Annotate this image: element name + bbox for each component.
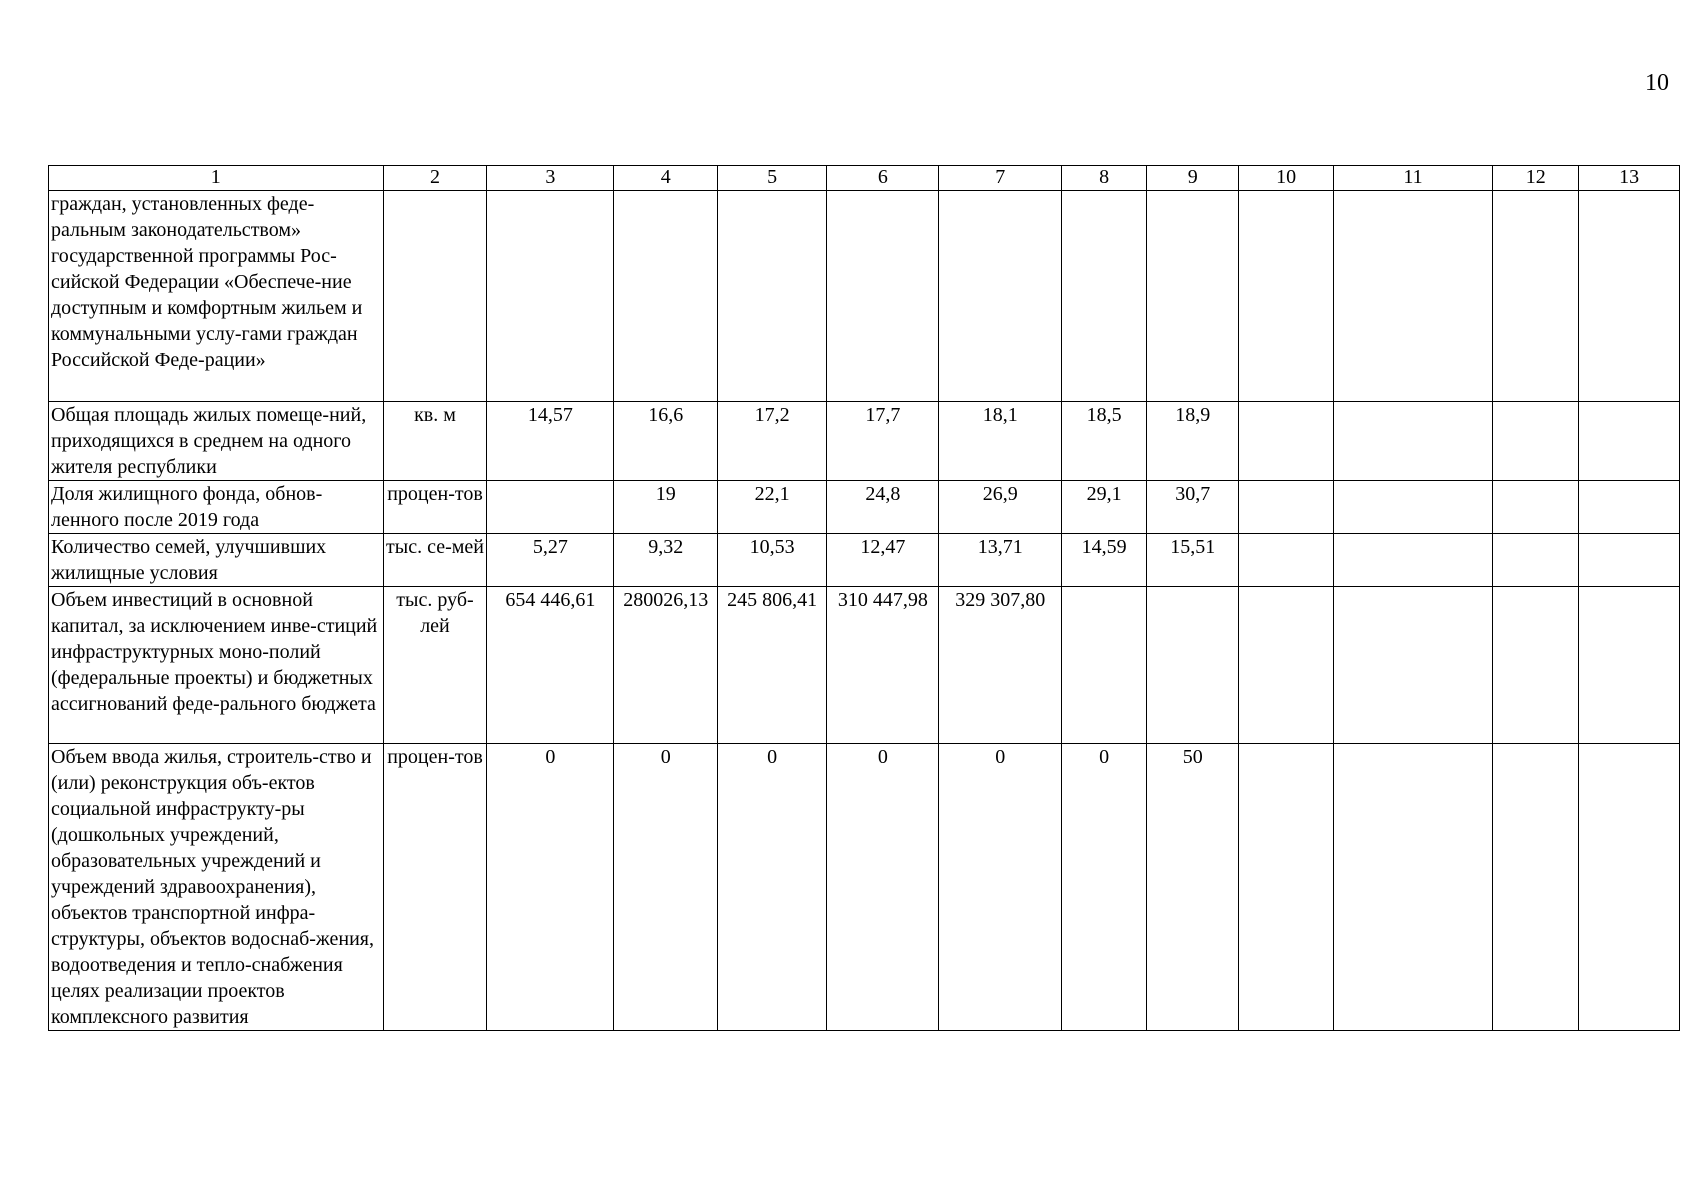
value-cell: 280026,13: [614, 587, 718, 744]
column-header: 9: [1147, 166, 1239, 191]
value-cell: [1333, 481, 1492, 534]
page-number: 10: [1645, 70, 1669, 96]
value-cell: 18,1: [939, 402, 1062, 481]
value-cell: 18,5: [1062, 402, 1147, 481]
indicator-name: граждан, установленных феде-ральным законодательством» государственной программы Рос-сийской Федерации «Обеспече-ние доступным и комфортным жильем и коммунальными услу-гами граждан Российской Феде-рации»: [49, 191, 384, 402]
value-cell: [1579, 587, 1680, 744]
value-cell: 26,9: [939, 481, 1062, 534]
column-header: 8: [1062, 166, 1147, 191]
value-cell: [1147, 587, 1239, 744]
value-cell: 22,1: [718, 481, 827, 534]
value-cell: 654 446,61: [487, 587, 614, 744]
table-row: [49, 191, 1680, 402]
value-cell: [1062, 587, 1147, 744]
value-cell: 24,8: [827, 481, 939, 534]
value-cell: [1333, 534, 1492, 587]
table-row: [49, 402, 1680, 481]
indicator-unit: тыс. руб-лей: [383, 587, 487, 744]
value-cell: [1579, 191, 1680, 402]
indicator-name: Объем ввода жилья, строитель-ство и (или) реконструкция объ-ектов социальной инфраструкту-ры (дошкольных учреждений, образовательных учреждений и учреждений здравоохранения), объектов транспортной инфра-структуры, объектов водоснаб-жения, водоотведения и тепло-снабжения целях реализации проектов комплексного развития: [49, 744, 384, 1031]
value-cell: 17,7: [827, 402, 939, 481]
value-cell: [1147, 191, 1239, 402]
indicator-unit: процен-тов: [383, 744, 487, 1031]
value-cell: [614, 191, 718, 402]
value-cell: [1493, 744, 1579, 1031]
indicator-unit: процен-тов: [383, 481, 487, 534]
column-header: 5: [718, 166, 827, 191]
indicator-unit: [383, 191, 487, 402]
value-cell: [1333, 402, 1492, 481]
value-cell: [827, 191, 939, 402]
value-cell: [1239, 481, 1333, 534]
value-cell: [1333, 744, 1492, 1031]
indicator-unit: кв. м: [383, 402, 487, 481]
column-header: 7: [939, 166, 1062, 191]
value-cell: 29,1: [1062, 481, 1147, 534]
value-cell: 50: [1147, 744, 1239, 1031]
value-cell: [1493, 402, 1579, 481]
column-header: 1: [49, 166, 384, 191]
value-cell: 329 307,80: [939, 587, 1062, 744]
indicator-name: Объем инвестиций в основной капитал, за исключением инве-стиций инфраструктурных моно-полий (федеральные проекты) и бюджетных ассигнований феде-рального бюджета: [49, 587, 384, 744]
column-header: 12: [1493, 166, 1579, 191]
value-cell: [487, 481, 614, 534]
table-row: [49, 534, 1680, 587]
column-header: 11: [1333, 166, 1492, 191]
value-cell: 0: [718, 744, 827, 1031]
value-cell: 245 806,41: [718, 587, 827, 744]
value-cell: 15,51: [1147, 534, 1239, 587]
table-row: [49, 744, 1680, 1031]
table-header-row: [49, 166, 1680, 191]
value-cell: 9,32: [614, 534, 718, 587]
value-cell: [1493, 587, 1579, 744]
column-header: 3: [487, 166, 614, 191]
value-cell: 30,7: [1147, 481, 1239, 534]
value-cell: 0: [487, 744, 614, 1031]
value-cell: [1579, 402, 1680, 481]
column-header: 2: [383, 166, 487, 191]
value-cell: [1579, 744, 1680, 1031]
indicator-name: Доля жилищного фонда, обнов-ленного после 2019 года: [49, 481, 384, 534]
value-cell: 13,71: [939, 534, 1062, 587]
value-cell: [1493, 481, 1579, 534]
value-cell: 18,9: [1147, 402, 1239, 481]
value-cell: [1239, 587, 1333, 744]
value-cell: 0: [827, 744, 939, 1031]
value-cell: [1239, 191, 1333, 402]
value-cell: 12,47: [827, 534, 939, 587]
value-cell: 0: [1062, 744, 1147, 1031]
value-cell: [1062, 191, 1147, 402]
value-cell: [1493, 191, 1579, 402]
column-header: 6: [827, 166, 939, 191]
value-cell: 0: [939, 744, 1062, 1031]
value-cell: [1579, 534, 1680, 587]
column-header: 4: [614, 166, 718, 191]
indicator-name: Общая площадь жилых помеще-ний, приходящихся в среднем на одного жителя республики: [49, 402, 384, 481]
indicator-name: Количество семей, улучшивших жилищные условия: [49, 534, 384, 587]
value-cell: [1493, 534, 1579, 587]
value-cell: [718, 191, 827, 402]
value-cell: [1579, 481, 1680, 534]
value-cell: 310 447,98: [827, 587, 939, 744]
value-cell: 0: [614, 744, 718, 1031]
table-row: [49, 481, 1680, 534]
indicator-unit: тыс. се-мей: [383, 534, 487, 587]
column-header: 13: [1579, 166, 1680, 191]
table-row: [49, 587, 1680, 744]
value-cell: [939, 191, 1062, 402]
value-cell: [1333, 191, 1492, 402]
value-cell: [1239, 402, 1333, 481]
value-cell: 10,53: [718, 534, 827, 587]
value-cell: [1239, 534, 1333, 587]
value-cell: 14,59: [1062, 534, 1147, 587]
indicators-table: [48, 165, 1680, 1031]
value-cell: 16,6: [614, 402, 718, 481]
value-cell: [487, 191, 614, 402]
value-cell: [1239, 744, 1333, 1031]
column-header: 10: [1239, 166, 1333, 191]
value-cell: 17,2: [718, 402, 827, 481]
value-cell: 14,57: [487, 402, 614, 481]
value-cell: 19: [614, 481, 718, 534]
value-cell: [1333, 587, 1492, 744]
value-cell: 5,27: [487, 534, 614, 587]
